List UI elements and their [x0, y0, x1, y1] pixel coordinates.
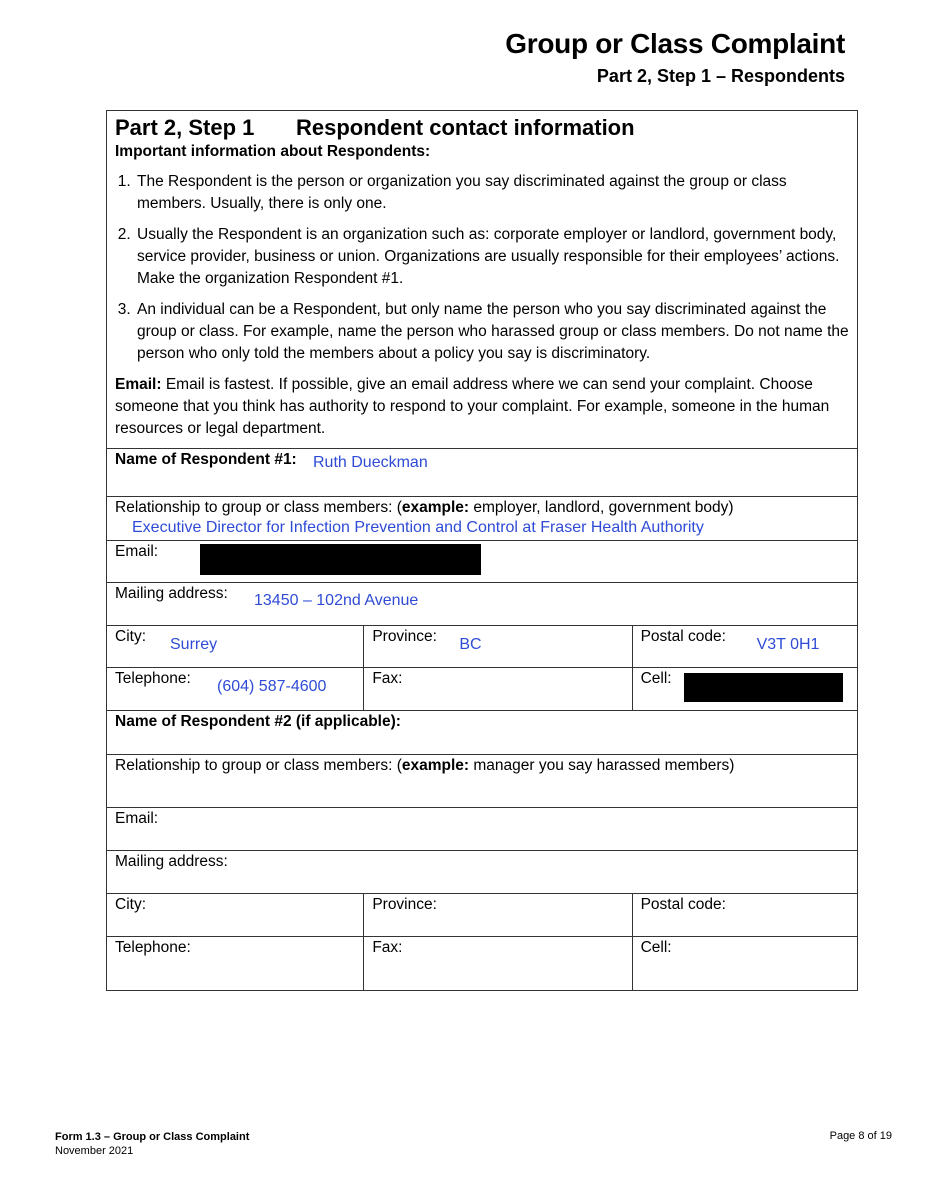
intro-section	[107, 111, 857, 449]
r1-relationship-hint: employer, landlord, government body)	[469, 499, 734, 516]
r2-mailing-label: Mailing address:	[115, 853, 228, 870]
r2-postal-label: Postal code:	[640, 896, 726, 913]
r2-relationship-example: example:	[401, 757, 470, 774]
email-note-text: Email is fastest. If possible, give an email address where we can send your complaint. Choose someone that you think has authority to respond to your complaint. For example, someone in the human resources or legal department.	[115, 376, 830, 437]
page-subtitle: Part 2, Step 1 – Respondents	[596, 66, 845, 86]
r1-province-value[interactable]: BC	[459, 636, 482, 653]
r2-email-cell[interactable]	[107, 808, 857, 850]
r1-name-cell[interactable]	[107, 449, 857, 496]
email-note-label: Email:	[115, 376, 162, 393]
r2-relationship-hint: manager you say harassed members)	[469, 757, 735, 774]
r2-name-label: Name of Respondent #2 (if applicable):	[115, 713, 401, 730]
r1-telephone-value[interactable]: (604) 587-4600	[217, 678, 327, 695]
r2-phone-row	[107, 937, 857, 990]
r1-postal-cell[interactable]	[632, 626, 857, 667]
important-label: Important information about Respondents:	[115, 143, 431, 160]
r2-postal-cell[interactable]	[632, 894, 857, 936]
r1-name-label: Name of Respondent #1:	[115, 451, 297, 468]
r2-city-cell[interactable]	[107, 894, 363, 936]
r2-telephone-label: Telephone:	[115, 939, 191, 956]
r1-city-cell[interactable]	[107, 626, 363, 667]
r2-province-label: Province:	[372, 896, 437, 913]
r1-telephone-cell[interactable]	[107, 668, 363, 710]
r1-postal-label: Postal code:	[640, 628, 726, 645]
r1-phone-row	[107, 668, 857, 711]
r1-mailing-cell[interactable]	[107, 583, 857, 625]
redaction-block	[200, 544, 481, 575]
r1-cell-phone-cell[interactable]	[632, 668, 857, 710]
section-title: Respondent contact information	[296, 115, 635, 140]
r2-province-cell[interactable]	[363, 894, 631, 936]
important-list	[115, 171, 849, 365]
footer-form-info	[55, 1130, 249, 1158]
r1-mailing-value[interactable]: 13450 – 102nd Avenue	[254, 592, 419, 609]
r1-city-label: City:	[115, 628, 146, 645]
r2-relationship-row	[107, 755, 857, 808]
r1-postal-value[interactable]: V3T 0H1	[756, 636, 820, 653]
list-item: 1. The Respondent is the person or organization you say discriminated against the group or class members. Usually, there is only one.	[135, 171, 849, 215]
r2-cell-phone-cell[interactable]	[632, 937, 857, 990]
r2-name-cell[interactable]	[107, 711, 857, 754]
r1-mailing-row	[107, 583, 857, 626]
r1-city-row	[107, 626, 857, 668]
list-item: 2. Usually the Respondent is an organization such as: corporate employer or landlord, government body, service provider, business or union. Organizations are usually responsible for their employees’ actions. Make the organization Respondent #1.	[135, 224, 849, 290]
footer-date: November 2021	[55, 1145, 134, 1157]
r1-name-value[interactable]: Ruth Dueckman	[313, 454, 428, 471]
r2-name-row	[107, 711, 857, 755]
r1-province-cell[interactable]	[363, 626, 631, 667]
list-item: 3. An individual can be a Respondent, but only name the person who you say discriminated against the group or class. For example, name the person who harassed group or class members. Do not name the person who only told the members about a policy you say is discriminatory.	[135, 299, 849, 365]
page-title: Group or Class Complaint	[505, 28, 845, 59]
section-heading	[115, 115, 849, 141]
r1-relationship-value[interactable]: Executive Director for Infection Prevention and Control at Fraser Health Authority	[132, 519, 704, 536]
r1-relationship-label: Relationship to group or class members: (	[115, 499, 402, 516]
r2-relationship-label: Relationship to group or class members: (	[115, 757, 402, 774]
email-note	[115, 374, 849, 440]
footer-page-number: Page 8 of 19	[829, 1130, 892, 1142]
r2-email-row	[107, 808, 857, 851]
r1-fax-cell[interactable]	[363, 668, 631, 710]
r2-fax-cell[interactable]	[363, 937, 631, 990]
r1-telephone-label: Telephone:	[115, 670, 191, 687]
r1-relationship-example: example:	[401, 499, 470, 516]
r1-city-value[interactable]: Surrey	[170, 636, 218, 653]
r2-fax-label: Fax:	[372, 939, 403, 956]
r1-province-label: Province:	[372, 628, 437, 645]
r2-email-label: Email:	[115, 810, 159, 827]
r1-relationship-cell[interactable]	[107, 497, 857, 540]
step-number: Part 2, Step 1	[115, 115, 255, 140]
r1-cell-label: Cell:	[640, 670, 672, 687]
r1-name-row	[107, 449, 857, 497]
respondent-form	[106, 110, 858, 991]
redaction-block	[684, 673, 843, 702]
r2-city-row	[107, 894, 857, 937]
r2-telephone-cell[interactable]	[107, 937, 363, 990]
r1-relationship-row	[107, 497, 857, 541]
r2-relationship-cell[interactable]	[107, 755, 857, 807]
r2-cell-label: Cell:	[640, 939, 672, 956]
r1-email-row	[107, 541, 857, 583]
r1-mailing-label: Mailing address:	[115, 585, 228, 602]
r2-mailing-cell[interactable]	[107, 851, 857, 893]
r1-fax-label: Fax:	[372, 670, 403, 687]
r1-email-label: Email:	[115, 543, 159, 560]
r1-email-cell[interactable]	[107, 541, 857, 582]
r2-mailing-row	[107, 851, 857, 894]
r2-city-label: City:	[115, 896, 146, 913]
footer-form-name: Form 1.3 – Group or Class Complaint	[55, 1131, 250, 1143]
